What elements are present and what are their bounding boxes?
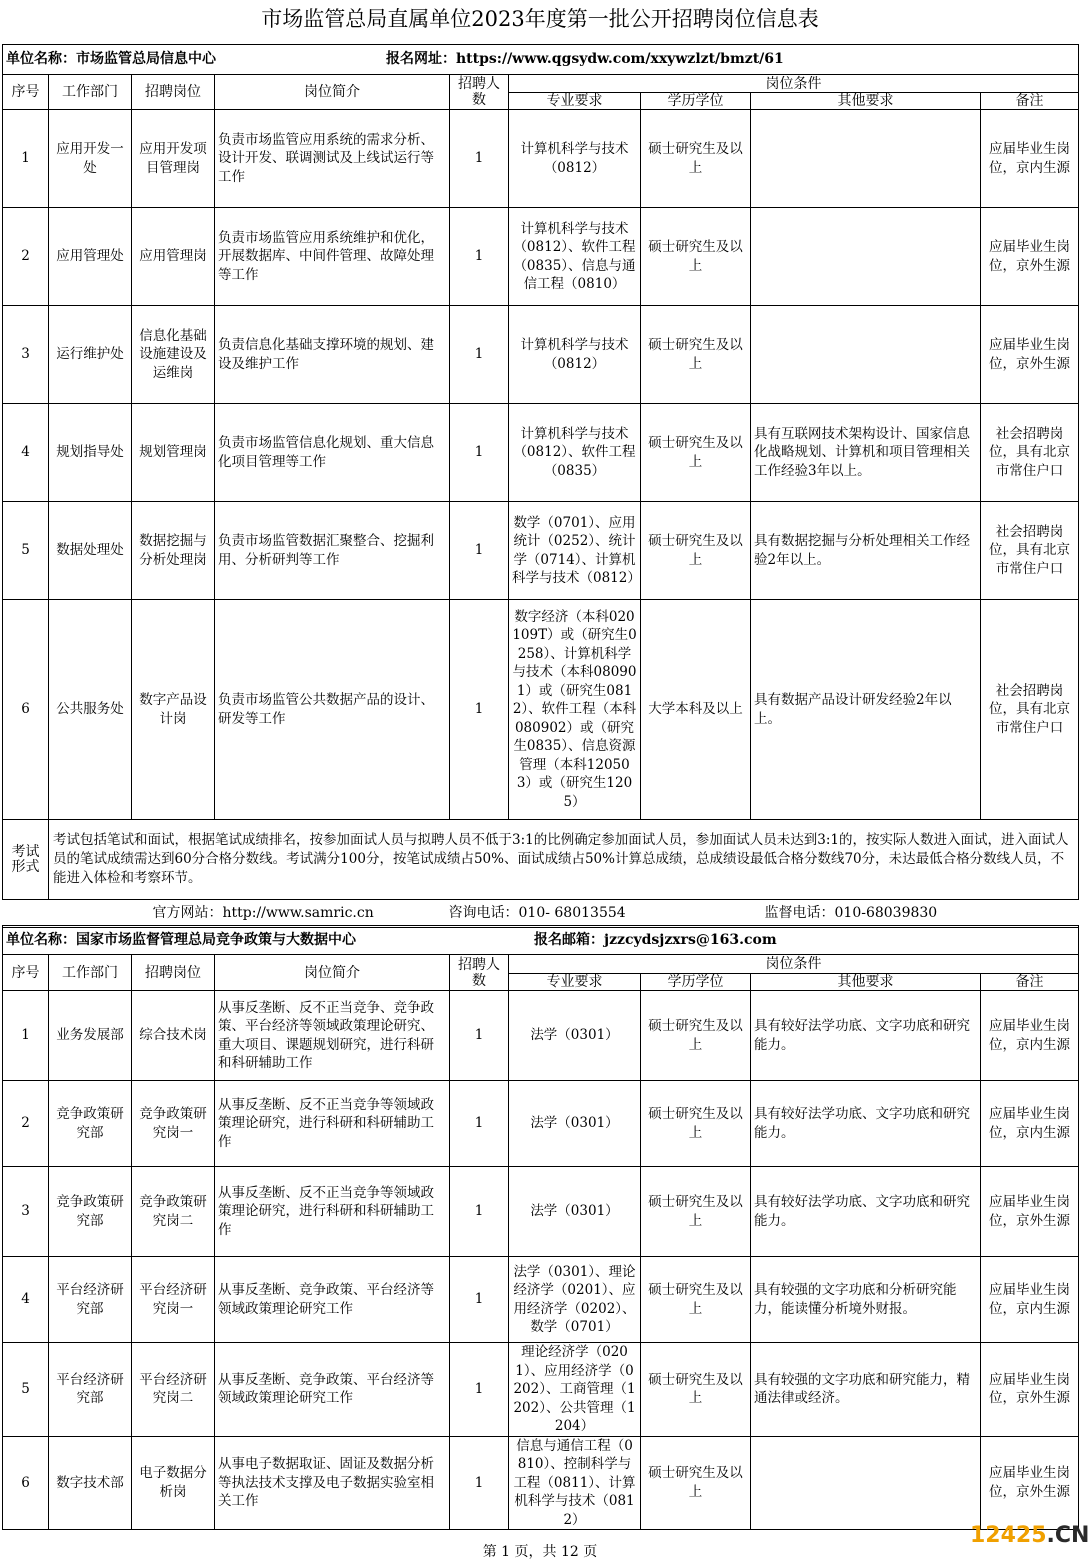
cell-post: 竞争政策研究岗二 <box>132 1167 215 1257</box>
cell-other <box>751 1436 981 1530</box>
cell-intro: 负责市场监管信息化规划、重大信息化项目管理等工作 <box>215 404 450 502</box>
cell-count: 1 <box>450 1436 509 1530</box>
table-row <box>3 502 1079 600</box>
table-row <box>3 1436 1079 1530</box>
exam-text: 考试包括笔试和面试，根据笔试成绩排名，按参加面试人员与拟聘人员不低于3:1的比例确定参加面试人员，参加面试人员未达到3:1的，按实际人数进入面试，进入面试人员的笔试成绩需达到60分合格分数线。考试满分100分，按笔试成绩占50%、面试成绩占50%计算总成绩，总成绩设最低合格分数线70分，未达最低合格分数线人员，不能进入体检和考察环节。 <box>49 820 1079 900</box>
unit-row-2 <box>3 926 1079 955</box>
header-seq: 序号 <box>3 75 49 110</box>
cell-intro: 从事反垄断、反不正当竞争等领域政策理论研究，进行科研和科研辅助工作 <box>215 1081 450 1167</box>
cell-remark: 应届毕业生岗位，京内生源 <box>981 110 1079 208</box>
cell-intro: 从事反垄断、反不正当竞争、竞争政策、平台经济等领域政策理论研究、重大项目、课题规划研究，进行科研和科研辅助工作 <box>215 991 450 1081</box>
header-degree-2: 学历学位 <box>641 974 751 991</box>
cell-major: 法学（0301） <box>509 1167 641 1257</box>
cell-major: 数字经济（本科020109T）或（研究生0258）、计算机科学与技术（本科080901）或（研究生0812）、软件工程（本科080902）或（研究生0835）、信息资源管理（本科120503）或（研究生1205） <box>509 600 641 820</box>
cell-other <box>751 110 981 208</box>
cell-seq: 5 <box>3 1343 49 1437</box>
contact-row <box>3 900 1079 928</box>
cell-seq: 2 <box>3 1081 49 1167</box>
cell-intro: 从事反垄断、竞争政策、平台经济等领域政策理论研究工作 <box>215 1343 450 1437</box>
cell-seq: 2 <box>3 208 49 306</box>
cell-intro: 从事反垄断、竞争政策、平台经济等领域政策理论研究工作 <box>215 1257 450 1343</box>
cell-count: 1 <box>450 1343 509 1437</box>
cell-degree: 硕士研究生及以上 <box>641 1081 751 1167</box>
cell-post: 规划管理岗 <box>132 404 215 502</box>
cell-dept: 运行维护处 <box>49 306 132 404</box>
table-row <box>3 991 1079 1081</box>
cell-dept: 平台经济研究部 <box>49 1343 132 1437</box>
cell-other: 具有数据产品设计研发经验2年以上。 <box>751 600 981 820</box>
cell-count: 1 <box>450 1167 509 1257</box>
header-intro: 岗位简介 <box>215 75 450 110</box>
section-1-table <box>2 44 1079 928</box>
cell-major: 计算机科学与技术（0812） <box>509 306 641 404</box>
unit-name: 单位名称：市场监管总局信息中心 <box>6 51 216 68</box>
header-remark-2: 备注 <box>981 974 1079 991</box>
supervise-phone: 监督电话：010-68039830 <box>764 905 938 922</box>
table-row <box>3 1257 1079 1343</box>
cell-post: 信息化基础设施建设及运维岗 <box>132 306 215 404</box>
exam-row <box>3 820 1079 900</box>
table-row <box>3 110 1079 208</box>
header-major-2: 专业要求 <box>509 974 641 991</box>
table-row <box>3 404 1079 502</box>
table-row <box>3 1167 1079 1257</box>
cell-degree: 硕士研究生及以上 <box>641 404 751 502</box>
cell-major: 法学（0301） <box>509 1081 641 1167</box>
cell-dept: 竞争政策研究部 <box>49 1167 132 1257</box>
cell-dept: 平台经济研究部 <box>49 1257 132 1343</box>
cell-other: 具有较好法学功底、文字功底和研究能力。 <box>751 1081 981 1167</box>
cell-seq: 6 <box>3 1436 49 1530</box>
cell-other: 具有较好法学功底、文字功底和研究能力。 <box>751 1167 981 1257</box>
signup-url[interactable]: 报名网址：https://www.qgsydw.com/xxywzlzt/bmzt/61 <box>386 51 784 68</box>
cell-dept: 公共服务处 <box>49 600 132 820</box>
cell-other: 具有较强的文字功底和研究能力，精通法律或经济。 <box>751 1343 981 1437</box>
cell-degree: 大学本科及以上 <box>641 600 751 820</box>
cell-major: 数学（0701）、应用统计（0252）、统计学（0714）、计算机科学与技术（0812） <box>509 502 641 600</box>
table-row <box>3 208 1079 306</box>
cell-seq: 3 <box>3 1167 49 1257</box>
cell-degree: 硕士研究生及以上 <box>641 110 751 208</box>
cell-seq: 3 <box>3 306 49 404</box>
cell-post: 数据挖掘与分析处理岗 <box>132 502 215 600</box>
cell-post: 综合技术岗 <box>132 991 215 1081</box>
cell-count: 1 <box>450 208 509 306</box>
cell-major: 计算机科学与技术（0812）、软件工程（0835）、信息与通信工程（0810） <box>509 208 641 306</box>
cell-other: 具有较好法学功底、文字功底和研究能力。 <box>751 991 981 1081</box>
cell-post: 竞争政策研究岗一 <box>132 1081 215 1167</box>
cell-count: 1 <box>450 306 509 404</box>
cell-count: 1 <box>450 991 509 1081</box>
cell-major: 信息与通信工程（0810）、控制科学与工程（0811）、计算机科学与技术（0812） <box>509 1436 641 1530</box>
header-major: 专业要求 <box>509 93 641 110</box>
unit-row <box>3 45 1079 75</box>
header-post: 招聘岗位 <box>132 75 215 110</box>
cell-seq: 6 <box>3 600 49 820</box>
header-row-2 <box>3 955 1079 974</box>
header-dept-2: 工作部门 <box>49 955 132 991</box>
official-site[interactable]: 官方网站：http://www.samric.cn <box>152 905 374 922</box>
table-row <box>3 1343 1079 1437</box>
cell-seq: 1 <box>3 110 49 208</box>
cell-dept: 数据处理处 <box>49 502 132 600</box>
cell-dept: 应用管理处 <box>49 208 132 306</box>
header-conditions: 岗位条件 <box>509 75 1079 93</box>
cell-other <box>751 208 981 306</box>
cell-intro: 负责信息化基础支撑环境的规划、建设及维护工作 <box>215 306 450 404</box>
header-dept: 工作部门 <box>49 75 132 110</box>
cell-dept: 应用开发一处 <box>49 110 132 208</box>
cell-degree: 硕士研究生及以上 <box>641 1257 751 1343</box>
cell-degree: 硕士研究生及以上 <box>641 1167 751 1257</box>
cell-post: 应用开发项目管理岗 <box>132 110 215 208</box>
consult-phone: 咨询电话：010- 68013554 <box>448 905 626 922</box>
cell-remark: 应届毕业生岗位，京内生源 <box>981 1081 1079 1167</box>
header-degree: 学历学位 <box>641 93 751 110</box>
section-2-table <box>2 925 1079 1530</box>
exam-label: 考试形式 <box>3 820 49 900</box>
header-intro-2: 岗位简介 <box>215 955 450 991</box>
header-count-2: 招聘人数 <box>450 955 509 991</box>
cell-major: 计算机科学与技术（0812）、软件工程（0835） <box>509 404 641 502</box>
header-remark: 备注 <box>981 93 1079 110</box>
cell-count: 1 <box>450 110 509 208</box>
cell-intro: 从事反垄断、反不正当竞争等领域政策理论研究，进行科研和科研辅助工作 <box>215 1167 450 1257</box>
cell-dept: 业务发展部 <box>49 991 132 1081</box>
table-row <box>3 1081 1079 1167</box>
cell-remark: 社会招聘岗位，具有北京市常住户口 <box>981 600 1079 820</box>
table-row <box>3 600 1079 820</box>
cell-major: 理论经济学（0201）、应用经济学（0202）、工商管理（1202）、公共管理（1204） <box>509 1343 641 1437</box>
header-other: 其他要求 <box>751 93 981 110</box>
cell-intro: 负责市场监管应用系统维护和优化，开展数据库、中间件管理、故障处理等工作 <box>215 208 450 306</box>
cell-major: 计算机科学与技术（0812） <box>509 110 641 208</box>
cell-remark: 社会招聘岗位，具有北京市常住户口 <box>981 502 1079 600</box>
header-row <box>3 75 1079 93</box>
cell-other: 具有数据挖掘与分析处理相关工作经验2年以上。 <box>751 502 981 600</box>
cell-remark: 应届毕业生岗位，京外生源 <box>981 306 1079 404</box>
cell-major: 法学（0301） <box>509 991 641 1081</box>
cell-other: 具有互联网技术架构设计、国家信息化战略规划、计算机和项目管理相关工作经验3年以上。 <box>751 404 981 502</box>
cell-intro: 负责市场监管数据汇聚整合、挖掘利用、分析研判等工作 <box>215 502 450 600</box>
cell-intro: 从事电子数据取证、固证及数据分析等执法技术支撑及电子数据实验室相关工作 <box>215 1436 450 1530</box>
header-count: 招聘人数 <box>450 75 509 110</box>
signup-email[interactable]: 报名邮箱：jzzcydsjzxrs@163.com <box>534 931 777 948</box>
cell-remark: 应届毕业生岗位，京外生源 <box>981 1343 1079 1437</box>
cell-count: 1 <box>450 404 509 502</box>
cell-dept: 规划指导处 <box>49 404 132 502</box>
cell-intro: 负责市场监管应用系统的需求分析、设计开发、联调测试及上线试运行等工作 <box>215 110 450 208</box>
cell-degree: 硕士研究生及以上 <box>641 991 751 1081</box>
cell-degree: 硕士研究生及以上 <box>641 1436 751 1530</box>
cell-count: 1 <box>450 1257 509 1343</box>
cell-degree: 硕士研究生及以上 <box>641 502 751 600</box>
cell-intro: 负责市场监管公共数据产品的设计、研发等工作 <box>215 600 450 820</box>
cell-post: 数字产品设计岗 <box>132 600 215 820</box>
cell-seq: 4 <box>3 1257 49 1343</box>
cell-degree: 硕士研究生及以上 <box>641 306 751 404</box>
cell-count: 1 <box>450 1081 509 1167</box>
cell-remark: 社会招聘岗位，具有北京市常住户口 <box>981 404 1079 502</box>
cell-remark: 应届毕业生岗位，京外生源 <box>981 1167 1079 1257</box>
header-conditions-2: 岗位条件 <box>509 955 1079 974</box>
cell-post: 平台经济研究岗一 <box>132 1257 215 1343</box>
unit-name-2: 单位名称：国家市场监督管理总局竞争政策与大数据中心 <box>6 931 356 948</box>
header-other-2: 其他要求 <box>751 974 981 991</box>
cell-count: 1 <box>450 502 509 600</box>
cell-dept: 竞争政策研究部 <box>49 1081 132 1167</box>
header-post-2: 招聘岗位 <box>132 955 215 991</box>
cell-seq: 1 <box>3 991 49 1081</box>
page-footer: 第 1 页，共 12 页 <box>482 1544 598 1560</box>
cell-post: 应用管理岗 <box>132 208 215 306</box>
table-row <box>3 306 1079 404</box>
cell-remark: 应届毕业生岗位，京外生源 <box>981 208 1079 306</box>
cell-post: 电子数据分析岗 <box>132 1436 215 1530</box>
cell-seq: 4 <box>3 404 49 502</box>
page-title: 市场监管总局直属单位2023年度第一批公开招聘岗位信息表 <box>261 7 819 31</box>
cell-remark: 应届毕业生岗位，京内生源 <box>981 1257 1079 1343</box>
header-seq-2: 序号 <box>3 955 49 991</box>
cell-count: 1 <box>450 600 509 820</box>
cell-seq: 5 <box>3 502 49 600</box>
cell-dept: 数字技术部 <box>49 1436 132 1530</box>
cell-other: 具有较强的文字功底和分析研究能力，能读懂分析境外财报。 <box>751 1257 981 1343</box>
cell-remark: 应届毕业生岗位，京外生源 <box>981 1436 1079 1530</box>
cell-post: 平台经济研究岗二 <box>132 1343 215 1437</box>
cell-other <box>751 306 981 404</box>
watermark-logo: 12425.CN <box>970 1523 1089 1548</box>
cell-remark: 应届毕业生岗位，京内生源 <box>981 991 1079 1081</box>
cell-major: 法学（0301）、理论经济学（0201）、应用经济学（0202）、数学（0701） <box>509 1257 641 1343</box>
cell-degree: 硕士研究生及以上 <box>641 208 751 306</box>
cell-degree: 硕士研究生及以上 <box>641 1343 751 1437</box>
